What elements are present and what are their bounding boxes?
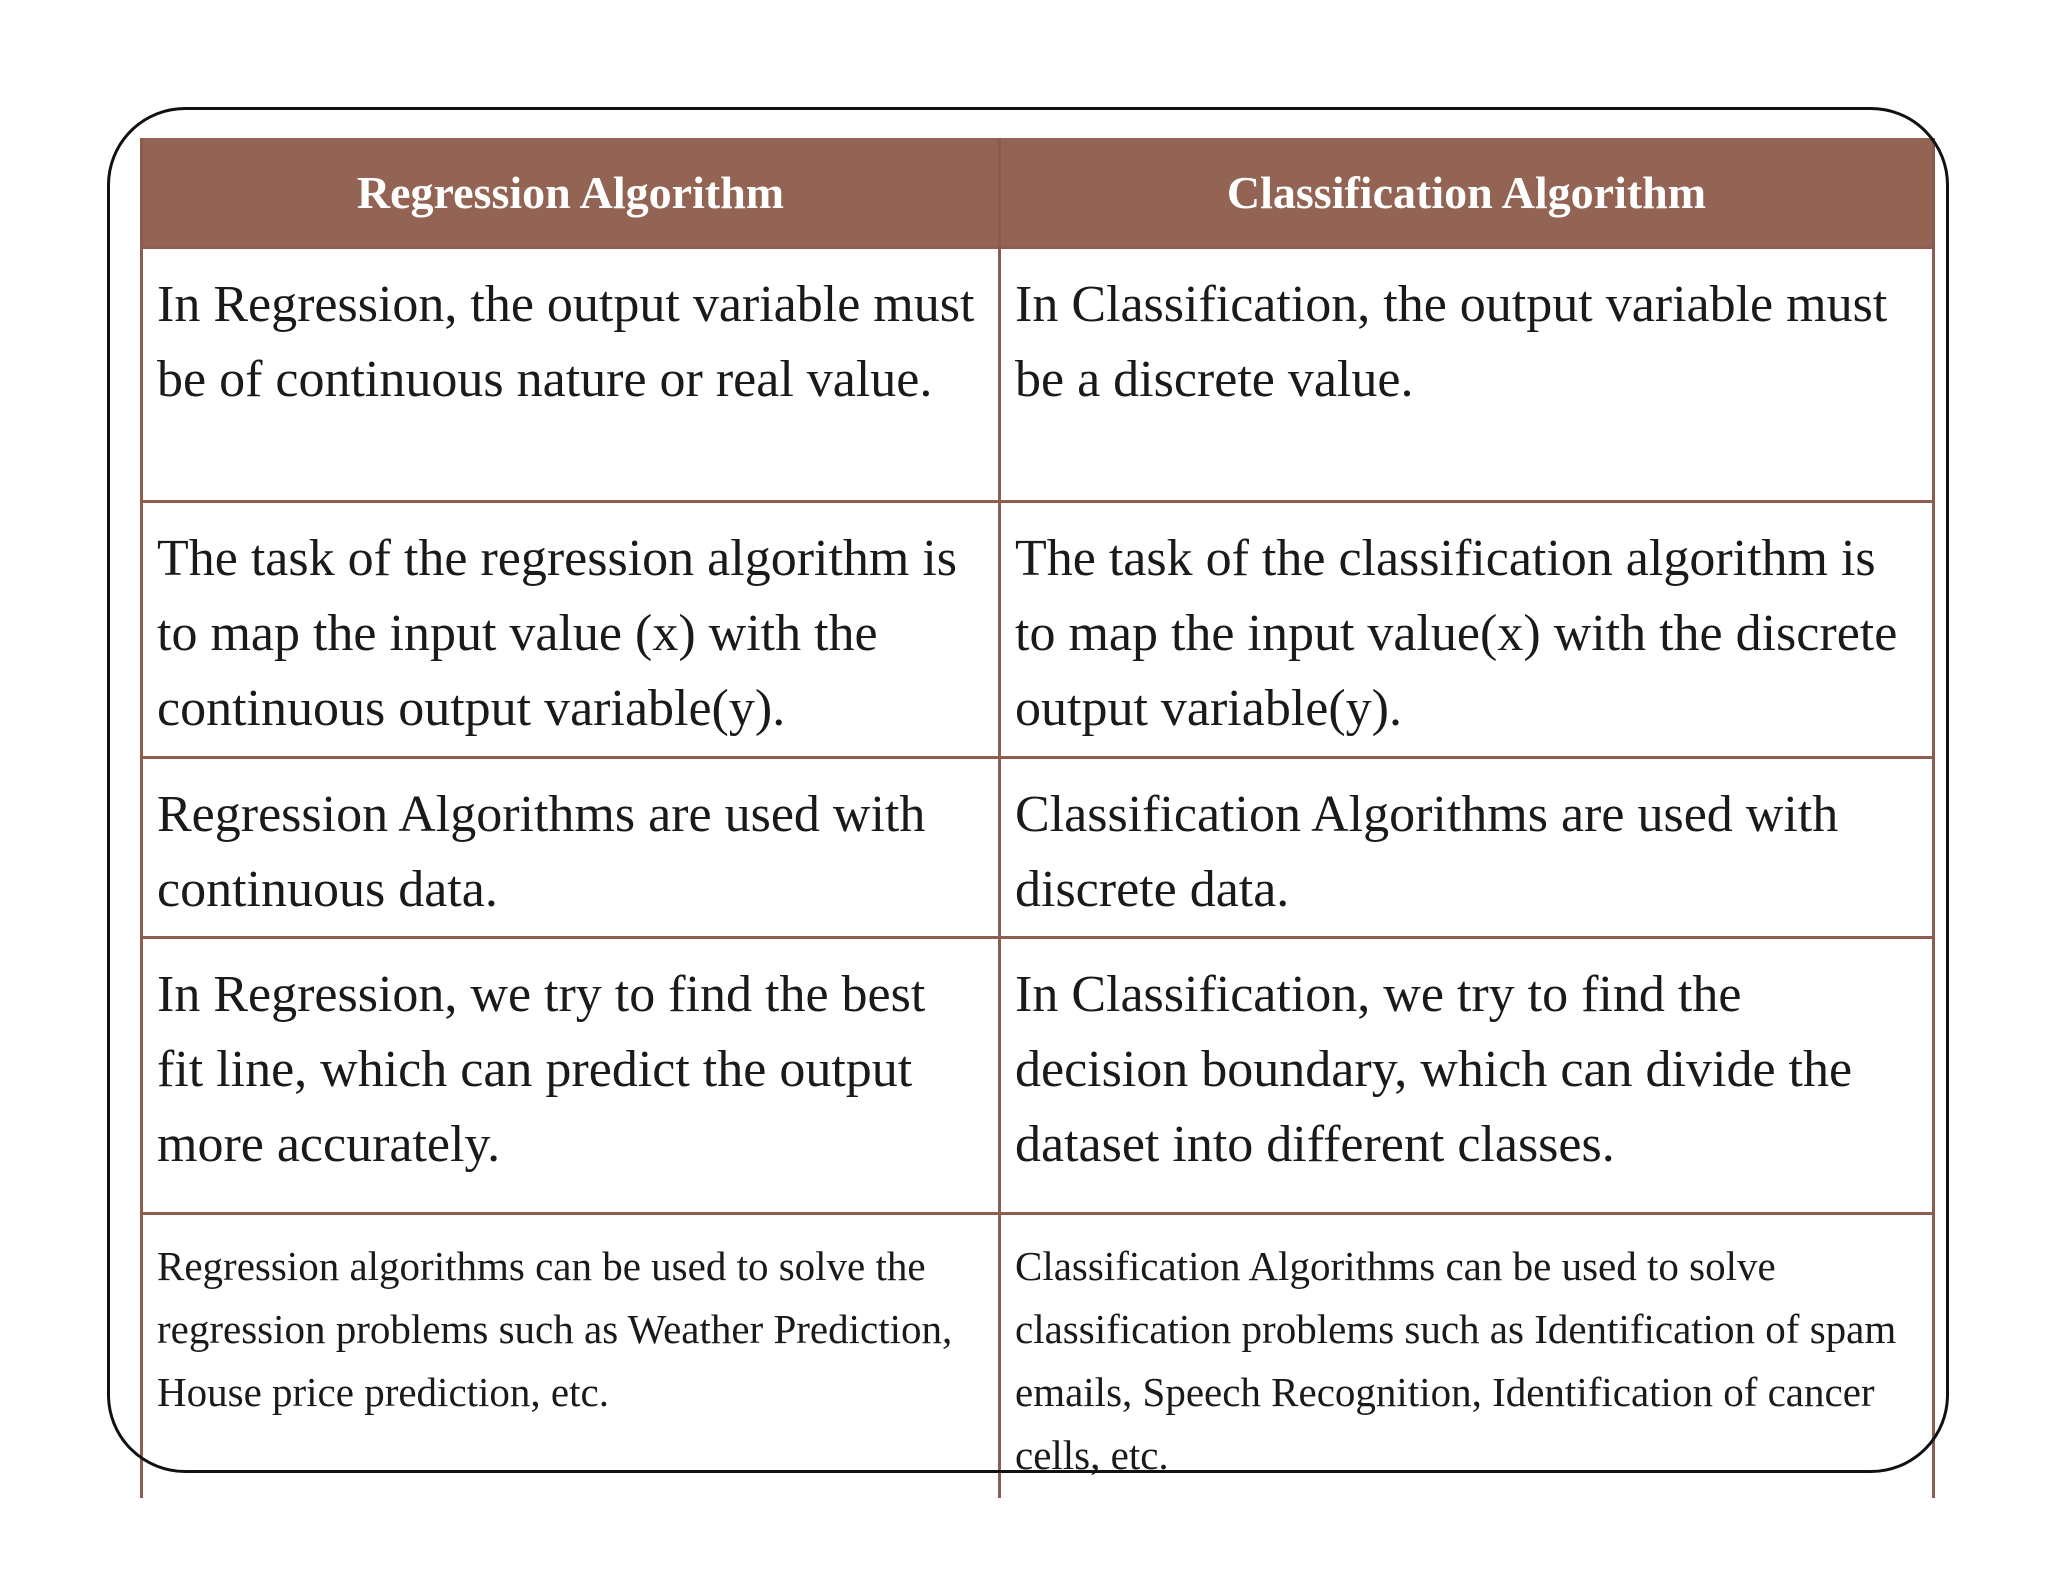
cell-classification-examples: Classification Algorithms can be used to solve classification problems such as Identification of spam emails, Speech Recognition, Identification of cancer cells, etc. — [1000, 1214, 1934, 1498]
cell-classification-data: Classification Algorithms are used with discrete data. — [1000, 758, 1934, 938]
table-header-row — [142, 138, 1934, 248]
cell-regression-examples: Regression algorithms can be used to solve the regression problems such as Weather Prediction, House price prediction, etc. — [142, 1214, 1000, 1498]
comparison-table-container — [140, 138, 1932, 1496]
table-row — [142, 502, 1934, 758]
cell-regression-data: Regression Algorithms are used with continuous data. — [142, 758, 1000, 938]
table-row — [142, 758, 1934, 938]
header-regression: Regression Algorithm — [142, 138, 1000, 248]
table-row — [142, 938, 1934, 1214]
table-row — [142, 1214, 1934, 1498]
cell-classification-goal: In Classification, we try to find the decision boundary, which can divide the dataset into different classes. — [1000, 938, 1934, 1214]
cell-regression-goal: In Regression, we try to find the best fit line, which can predict the output more accurately. — [142, 938, 1000, 1214]
header-classification: Classification Algorithm — [1000, 138, 1934, 248]
cell-classification-task: The task of the classification algorithm is to map the input value(x) with the discrete output variable(y). — [1000, 502, 1934, 758]
cell-regression-output: In Regression, the output variable must be of continuous nature or real value. — [142, 248, 1000, 502]
comparison-table — [140, 138, 1935, 1498]
table-row — [142, 248, 1934, 502]
cell-regression-task: The task of the regression algorithm is to map the input value (x) with the continuous output variable(y). — [142, 502, 1000, 758]
cell-classification-output: In Classification, the output variable must be a discrete value. — [1000, 248, 1934, 502]
